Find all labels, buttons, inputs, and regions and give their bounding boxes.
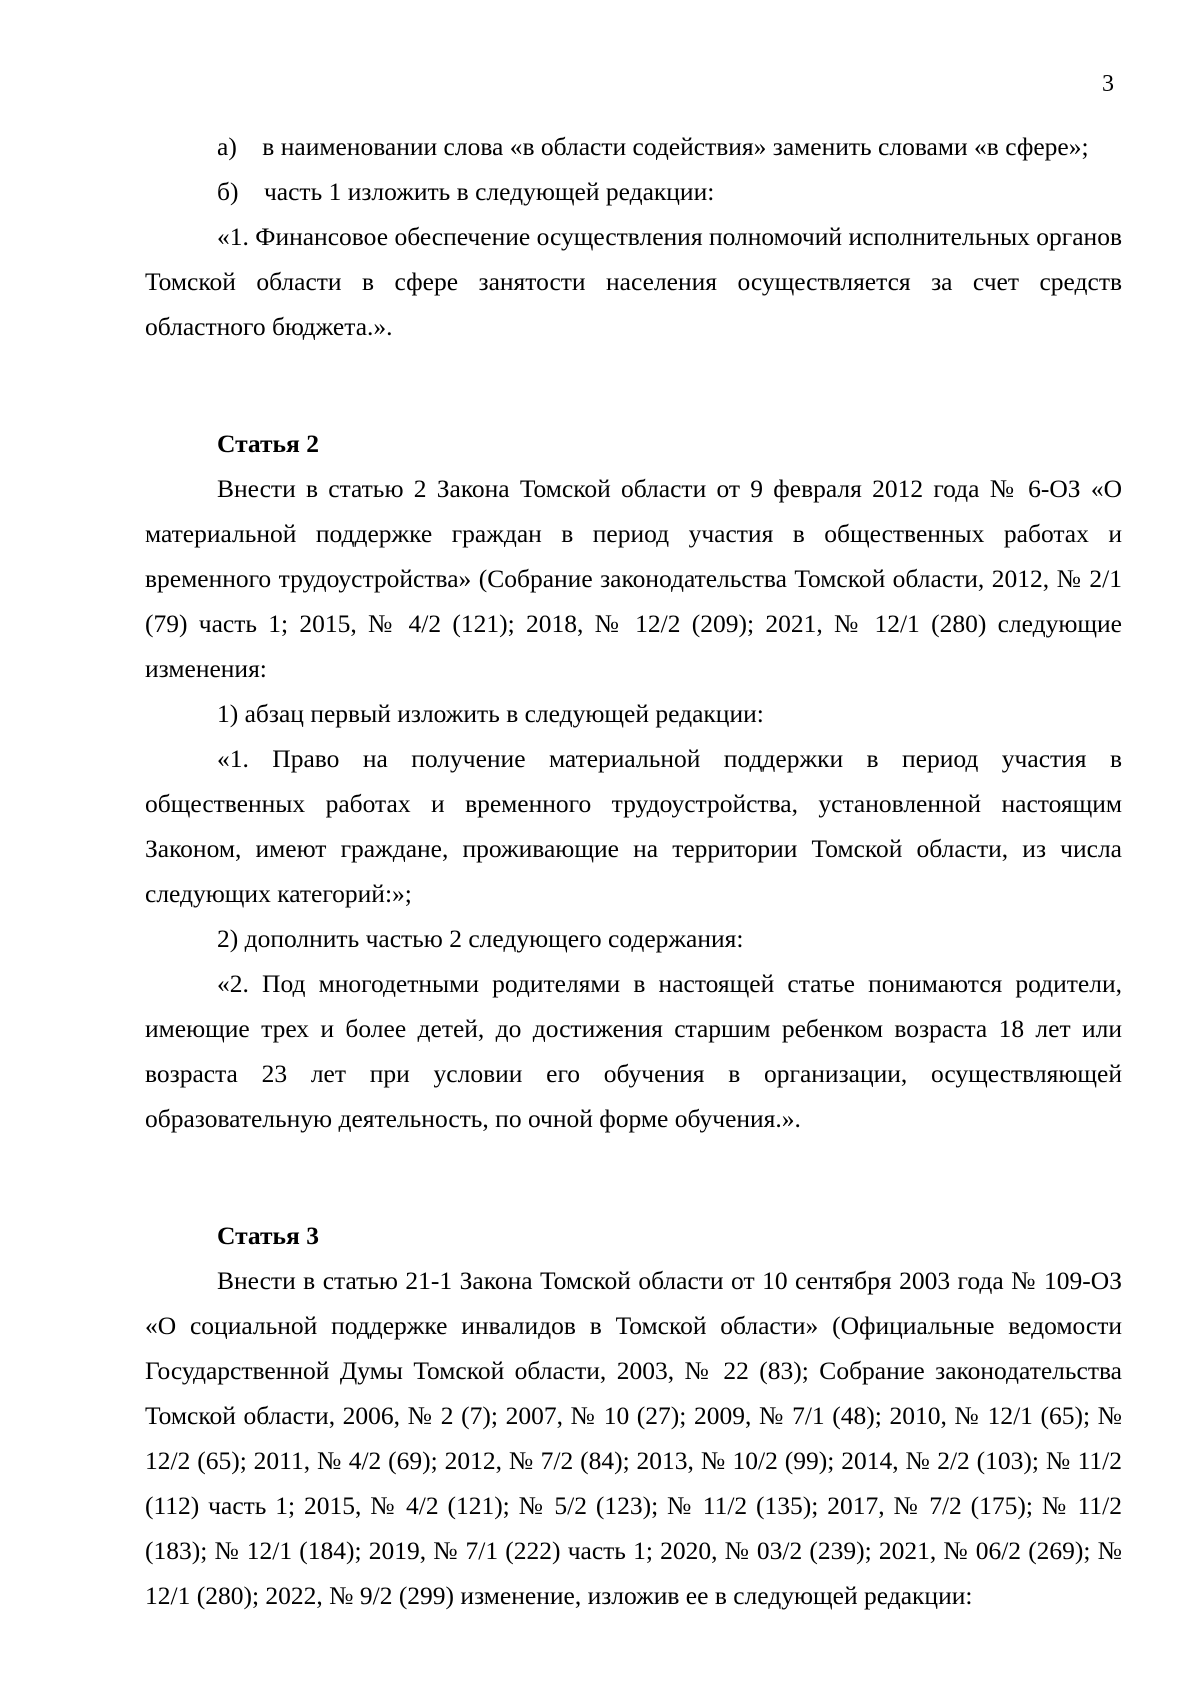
section-gap bbox=[145, 1141, 1122, 1213]
amendment-item-a: а) в наименовании слова «в области содействия» заменить словами «в сфере»; bbox=[217, 132, 1089, 161]
article-2-heading: Статья 2 bbox=[217, 429, 319, 458]
article-2-quote-2: «2. Под многодетными родителями в настоящей статье понимаются родители, имеющие трех и более детей, до достижения старшим ребенком возраста 18 лет или возраста 23 лет при условии его обучения в организации, осуществляющей образовательную деятельность, по очной форме обучения.». bbox=[145, 969, 1122, 1133]
page-number: 3 bbox=[1102, 71, 1114, 97]
article-3-heading: Статья 3 bbox=[217, 1221, 319, 1250]
document-body bbox=[145, 124, 1122, 1618]
amendment-item-b: б) часть 1 изложить в следующей редакции: bbox=[217, 177, 715, 206]
article-2-quote-1: «1. Право на получение материальной поддержки в период участия в общественных работах и временного трудоустройства, установленной настоящим Законом, имеют граждане, проживающие на территории Томской области, из числа следующих категорий:»; bbox=[145, 744, 1122, 908]
section-gap bbox=[145, 349, 1122, 421]
article-3-intro: Внести в статью 21-1 Закона Томской области от 10 сентября 2003 года № 109-ОЗ «О социальной поддержке инвалидов в Томской области» (Официальные ведомости Государственной Думы Томской области, 2003, № 22 (83); Собрание законодательства Томской области, 2006, № 2 (7); 2007, № 10 (27); 2009, № 7/1 (48); 2010, № 12/1 (65); № 12/2 (65); 2011, № 4/2 (69); 2012, № 7/2 (84); 2013, № 10/2 (99); 2014, № 2/2 (103); № 11/2 (112) часть 1; 2015, № 4/2 (121); № 5/2 (123); № 11/2 (135); 2017, № 7/2 (175); № 11/2 (183); № 12/1 (184); 2019, № 7/1 (222) часть 1; 2020, № 03/2 (239); 2021, № 06/2 (269); № 12/1 (280); 2022, № 9/2 (299) изменение, изложив ее в следующей редакции: bbox=[145, 1266, 1122, 1610]
article-2-item-2: 2) дополнить частью 2 следующего содержания: bbox=[217, 924, 744, 953]
article-2-item-1: 1) абзац первый изложить в следующей редакции: bbox=[217, 699, 764, 728]
article-2-intro: Внести в статью 2 Закона Томской области от 9 февраля 2012 года № 6-ОЗ «О материальной поддержке граждан в период участия в общественных работах и временного трудоустройства» (Собрание законодательства Томской области, 2012, № 2/1 (79) часть 1; 2015, № 4/2 (121); 2018, № 12/2 (209); 2021, № 12/1 (280) следующие изменения: bbox=[145, 474, 1122, 683]
amendment-quote-part1: «1. Финансовое обеспечение осуществления полномочий исполнительных органов Томской области в сфере занятости населения осуществляется за счет средств областного бюджета.». bbox=[145, 222, 1122, 341]
